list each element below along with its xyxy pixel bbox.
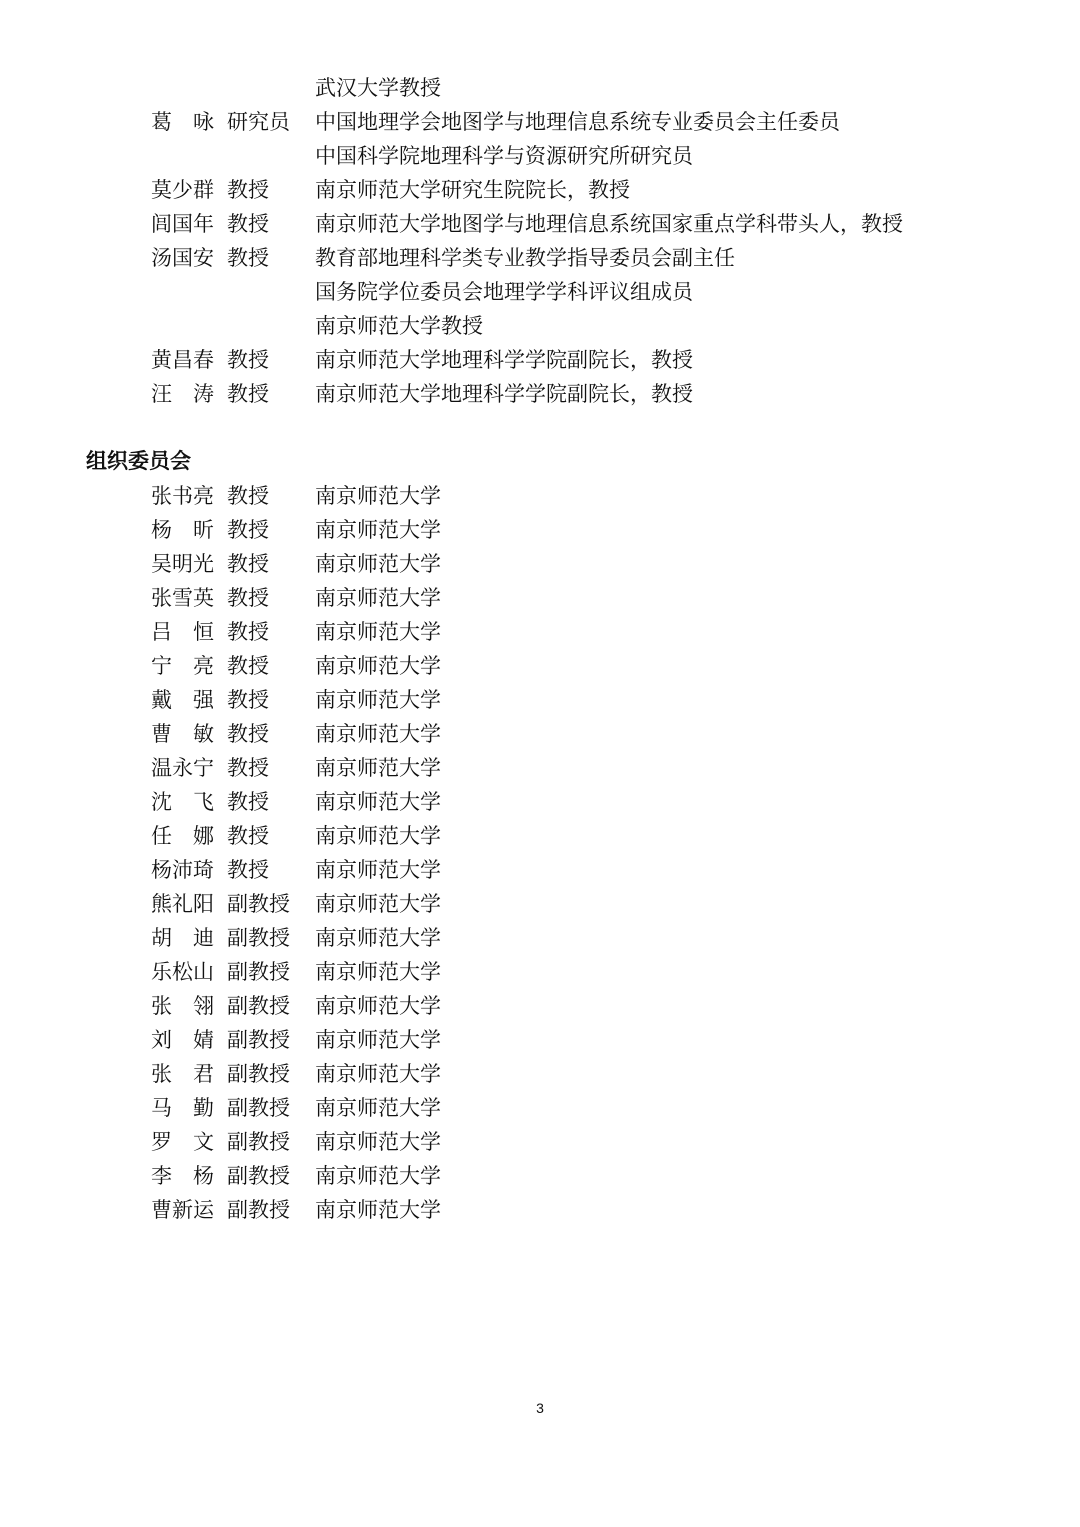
member-title: 教授 [227,246,269,270]
member-title: 教授 [227,688,269,712]
member-affiliation: 南京师范大学 [315,688,441,712]
member-name: 汪 涛 [151,382,214,406]
member-affiliation: 南京师范大学 [315,1062,441,1086]
member-affiliation: 中国地理学会地图学与地理信息系统专业委员会主任委员 [315,110,840,134]
member-name: 杨沛琦 [151,858,214,882]
member-affiliation: 南京师范大学 [315,552,441,576]
member-title: 副教授 [227,1130,290,1154]
member-affiliation: 南京师范大学教授 [315,314,483,338]
member-affiliation: 南京师范大学地理科学学院副院长，教授 [315,348,693,372]
member-name: 戴 强 [151,688,214,712]
member-name: 汤国安 [151,246,214,270]
member-affiliation: 南京师范大学 [315,1130,441,1154]
section-heading: 组织委员会 [86,449,191,473]
member-name: 黄昌春 [151,348,214,372]
member-name: 张 翎 [151,994,214,1018]
member-name: 曹新运 [151,1198,214,1222]
member-title: 教授 [227,518,269,542]
member-title: 教授 [227,620,269,644]
member-name: 曹 敏 [151,722,214,746]
member-affiliation: 武汉大学教授 [315,76,441,100]
member-affiliation: 南京师范大学 [315,858,441,882]
page-number: 3 [536,1400,544,1416]
member-affiliation: 南京师范大学 [315,824,441,848]
member-title: 教授 [227,212,269,236]
member-title: 教授 [227,348,269,372]
member-name: 莫少群 [151,178,214,202]
member-title: 教授 [227,756,269,780]
member-affiliation: 南京师范大学 [315,586,441,610]
member-title: 副教授 [227,892,290,916]
member-title: 教授 [227,790,269,814]
member-affiliation: 南京师范大学 [315,926,441,950]
member-title: 教授 [227,858,269,882]
member-name: 宁 亮 [151,654,214,678]
member-affiliation: 教育部地理科学类专业教学指导委员会副主任 [315,246,735,270]
member-title: 教授 [227,824,269,848]
member-affiliation: 南京师范大学 [315,892,441,916]
member-name: 胡 迪 [151,926,214,950]
member-affiliation: 南京师范大学研究生院院长，教授 [315,178,630,202]
member-title: 副教授 [227,1028,290,1052]
member-affiliation: 南京师范大学 [315,518,441,542]
member-affiliation: 南京师范大学 [315,790,441,814]
member-affiliation: 南京师范大学地理科学学院副院长，教授 [315,382,693,406]
member-name: 杨 昕 [151,518,214,542]
member-title: 副教授 [227,994,290,1018]
member-name: 闾国年 [151,212,214,236]
member-name: 张书亮 [151,484,214,508]
member-name: 吴明光 [151,552,214,576]
member-name: 乐松山 [151,960,214,984]
member-title: 副教授 [227,960,290,984]
member-affiliation: 南京师范大学 [315,484,441,508]
member-title: 教授 [227,722,269,746]
member-affiliation: 南京师范大学 [315,722,441,746]
member-name: 张雪英 [151,586,214,610]
member-affiliation: 国务院学位委员会地理学学科评议组成员 [315,280,693,304]
member-title: 研究员 [227,110,290,134]
member-affiliation: 南京师范大学 [315,620,441,644]
member-name: 葛 咏 [151,110,214,134]
member-affiliation: 南京师范大学 [315,654,441,678]
member-name: 刘 婧 [151,1028,214,1052]
member-title: 教授 [227,178,269,202]
member-title: 教授 [227,484,269,508]
member-title: 教授 [227,552,269,576]
member-affiliation: 南京师范大学 [315,960,441,984]
member-name: 熊礼阳 [151,892,214,916]
member-title: 教授 [227,382,269,406]
member-name: 张 君 [151,1062,214,1086]
member-title: 副教授 [227,926,290,950]
member-name: 温永宁 [151,756,214,780]
member-name: 任 娜 [151,824,214,848]
member-affiliation: 南京师范大学 [315,756,441,780]
member-affiliation: 南京师范大学 [315,1198,441,1222]
member-name: 吕 恒 [151,620,214,644]
member-name: 沈 飞 [151,790,214,814]
member-title: 教授 [227,654,269,678]
member-title: 副教授 [227,1164,290,1188]
member-affiliation: 南京师范大学 [315,1096,441,1120]
member-title: 副教授 [227,1198,290,1222]
member-affiliation: 南京师范大学地图学与地理信息系统国家重点学科带头人，教授 [315,212,903,236]
member-affiliation: 南京师范大学 [315,994,441,1018]
member-title: 副教授 [227,1062,290,1086]
member-name: 李 杨 [151,1164,214,1188]
member-title: 副教授 [227,1096,290,1120]
member-affiliation: 南京师范大学 [315,1028,441,1052]
member-name: 马 勤 [151,1096,214,1120]
member-affiliation: 南京师范大学 [315,1164,441,1188]
member-title: 教授 [227,586,269,610]
member-affiliation: 中国科学院地理科学与资源研究所研究员 [315,144,693,168]
member-name: 罗 文 [151,1130,214,1154]
